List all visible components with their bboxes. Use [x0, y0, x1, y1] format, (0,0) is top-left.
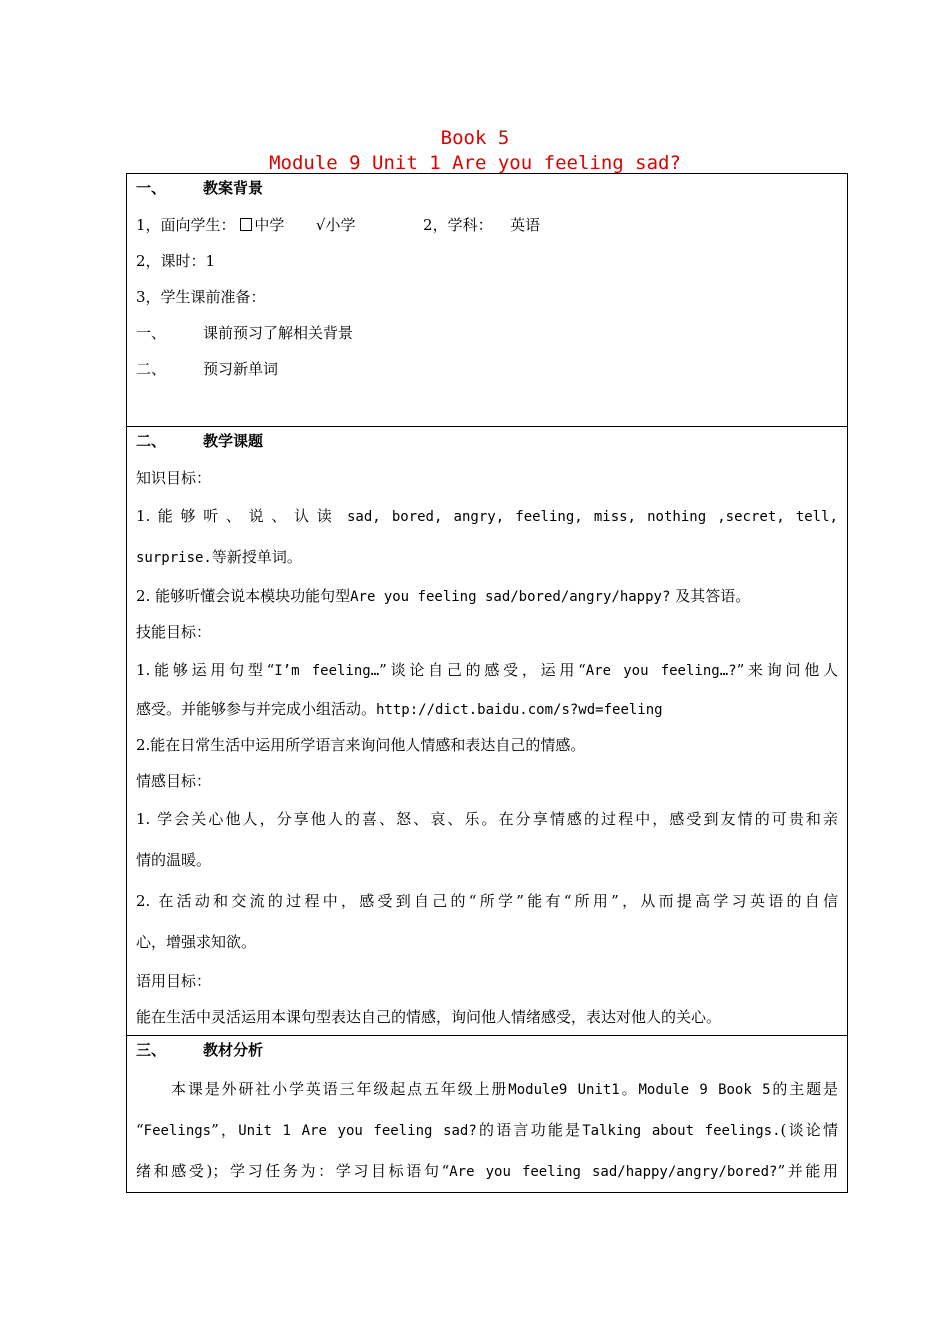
section-title: 教材分析 — [203, 1041, 264, 1059]
prep-item-text: 预习新单词 — [203, 360, 279, 378]
lesson-plan-table — [126, 173, 848, 1193]
section-background-cell — [127, 174, 848, 427]
knowledge-goal-2-sentence: Are you feeling sad/bored/angry/happy? — [350, 589, 671, 605]
section-background-row — [127, 174, 848, 427]
empty-checkbox-icon — [240, 218, 252, 231]
emotion-goal-1-line1: 1. 学会关心他人，分享他人的喜、怒、哀、乐。在分享情感的过程中，感受到友情的可贵和亲 — [136, 810, 838, 828]
item-number: 1. — [136, 507, 151, 525]
option-middle-label: 中学 — [254, 216, 285, 234]
audience-label: 1，面向学生： — [136, 216, 236, 234]
section-number: 一、 — [136, 179, 167, 197]
analysis-module-ref: Module9 Unit1 — [508, 1082, 620, 1098]
option-primary-label: 小学 — [325, 216, 356, 234]
document-title-lesson: Module 9 Unit 1 Are you feeling sad? — [269, 152, 681, 174]
section-analysis-cell — [127, 1036, 848, 1193]
dictionary-link[interactable]: http://dict.baidu.com/s?wd=feeling — [376, 702, 663, 718]
analysis-text: ”并能用 — [777, 1162, 838, 1180]
knowledge-goal-2 — [136, 578, 838, 614]
analysis-text: 。 — [619, 1080, 639, 1098]
analysis-text: 的语言功能是 — [476, 1121, 583, 1139]
analysis-paragraph-line1 — [136, 1069, 838, 1110]
subject-label: 2，学科： — [423, 216, 493, 234]
knowledge-goal-1-line2 — [136, 537, 838, 578]
section-analysis-row — [127, 1036, 848, 1193]
emotion-goal-1-line2: 情的温暖。 — [136, 851, 212, 869]
knowledge-goal-1-word-surprise: surprise. — [136, 550, 212, 566]
analysis-paragraph-line2 — [136, 1110, 838, 1151]
document-title-book: Book 5 — [440, 127, 510, 149]
section-topic-cell — [127, 427, 848, 1036]
section-topic-heading — [136, 427, 838, 460]
knowledge-goal-2-text: 能够听懂会说本模块功能句型 — [155, 587, 351, 605]
language-goal-label: 语用目标： — [136, 972, 212, 990]
section-background-heading — [136, 174, 838, 207]
prep-item-1 — [136, 315, 838, 351]
item-number: 2. — [136, 587, 151, 605]
analysis-book-ref: Module 9 Book 5 — [638, 1082, 771, 1098]
analysis-text: ”， — [211, 1121, 239, 1139]
checkbox-middle-school — [240, 216, 284, 234]
analysis-text: 本课是外研社小学英语三年级起点五年级上册 — [171, 1080, 509, 1098]
skill-goal-1-part: ”来询问他人 — [736, 661, 838, 679]
skill-goal-1-line2 — [136, 691, 838, 727]
period-line: 2，课时：1 — [136, 252, 216, 270]
prep-item-2 — [136, 351, 838, 387]
analysis-target-sentence: Are you feeling sad/happy/angry/bored? — [449, 1164, 778, 1180]
emotion-goal-2-line2: 心，增强求知欲。 — [136, 933, 257, 951]
analysis-text: (谈论情 — [780, 1121, 838, 1139]
prep-item-number: 二、 — [136, 360, 167, 378]
checkbox-primary-school — [316, 216, 356, 234]
section-title: 教学课题 — [203, 432, 264, 450]
audience-line — [136, 207, 838, 243]
skill-goal-1-part: ”谈论自己的感受，运用“ — [379, 661, 586, 679]
knowledge-goal-label: 知识目标： — [136, 469, 212, 487]
skill-goal-label: 技能目标： — [136, 623, 212, 641]
skill-goal-1-line1 — [136, 650, 838, 691]
analysis-theme: Feelings — [143, 1123, 212, 1139]
prep-label: 3，学生课前准备： — [136, 288, 266, 306]
analysis-function: Talking about feelings. — [582, 1123, 781, 1139]
skill-goal-1-pattern: I’m feeling… — [274, 663, 380, 679]
check-mark-icon: √ — [315, 216, 326, 234]
prep-item-number: 一、 — [136, 324, 167, 342]
emotion-goal-2-line1: 2. 在活动和交流的过程中，感受到自己的“所学”能有“所用”，从而提高学习英语的自信 — [136, 892, 838, 910]
section-number: 二、 — [136, 432, 167, 450]
skill-goal-1-tail: 感受。并能够参与并完成小组活动。 — [136, 700, 377, 718]
prep-item-text: 课前预习了解相关背景 — [203, 324, 354, 342]
knowledge-goal-1-words: sad, bored, angry, feeling, miss, nothing ,secret, tell, — [346, 509, 838, 525]
emotion-goal-label: 情感目标： — [136, 772, 212, 790]
section-analysis-heading — [136, 1036, 838, 1069]
analysis-unit-title: Unit 1 Are you feeling sad? — [238, 1123, 477, 1139]
section-number: 三、 — [136, 1041, 167, 1059]
analysis-text: “ — [136, 1121, 144, 1139]
section-title: 教案背景 — [203, 179, 264, 197]
analysis-text: 的主题是 — [770, 1080, 838, 1098]
section-topic-row — [127, 427, 848, 1036]
analysis-paragraph-line3 — [136, 1151, 838, 1192]
skill-goal-2: 2.能在日常生活中运用所学语言来询问他人情感和表达自己的情感。 — [136, 736, 586, 754]
knowledge-goal-1-line1 — [136, 496, 838, 537]
language-goal-text: 能在生活中灵活运用本课句型表达自己的情感，询问他人情绪感受，表达对他人的关心。 — [136, 1008, 722, 1026]
knowledge-goal-1-text: 能够听、说、认读 — [157, 507, 340, 525]
skill-goal-1-part: 1.能够运用句型“ — [136, 661, 275, 679]
analysis-text: 绪和感受)；学习任务为：学习目标语句“ — [136, 1162, 450, 1180]
subject-value: 英语 — [510, 216, 541, 234]
skill-goal-1-question: Are you feeling…? — [585, 663, 737, 679]
knowledge-goal-2-tail: 及其答语。 — [675, 587, 751, 605]
knowledge-goal-1-tail: 等新授单词。 — [211, 548, 302, 566]
